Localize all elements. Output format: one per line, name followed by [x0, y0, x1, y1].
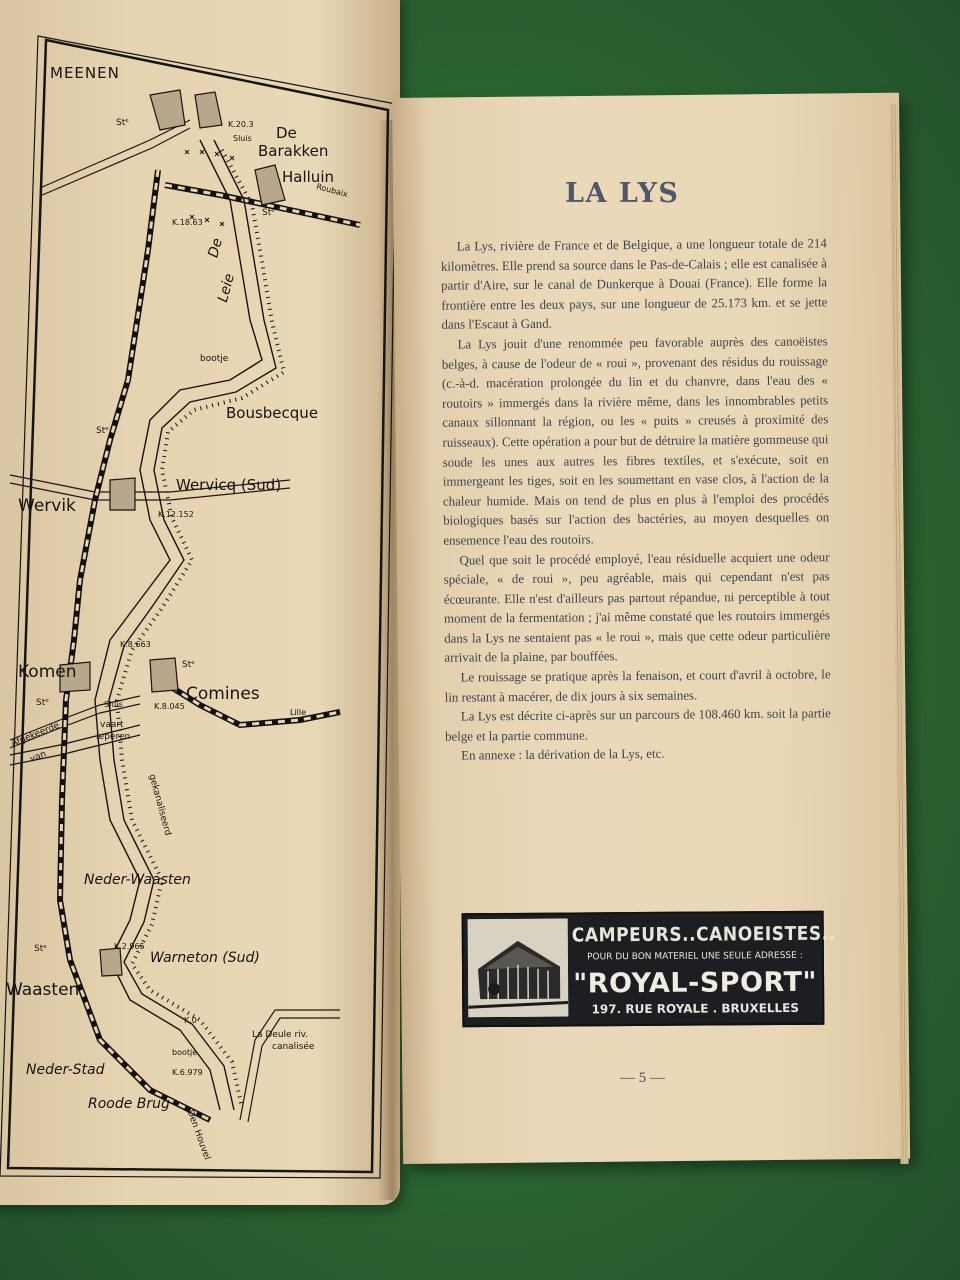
label-lille: Lille	[290, 708, 307, 717]
label-km: K.6.979	[172, 1068, 203, 1077]
label-comines: Comines	[186, 684, 260, 704]
label-vaart: vaart	[100, 720, 124, 730]
label-neder-waasten: Neder-Waasten	[84, 872, 191, 888]
label-station: Stᵉ	[262, 208, 275, 218]
label-km: K.2.965	[114, 942, 145, 951]
label-km: K.20.3	[228, 120, 254, 129]
label-komen: Komen	[18, 662, 77, 682]
label-station: Stᵉ	[34, 944, 47, 954]
label-km: K.0	[184, 1016, 197, 1025]
label-km: K.12.152	[158, 510, 194, 519]
paragraph: La Lys est décrite ci-après sur un parcours de 108.460 km. soit la partie belge et la partie commune.	[444, 706, 831, 744]
label-wervik: Wervik	[18, 496, 76, 516]
label-km: K.8.663	[120, 640, 151, 649]
paragraph: La Lys jouit d'une renommée peu favorable auprès des canoëistes belges, à cause de l'odeur de « roui », provenant des résidus du rouissage (c.-à-d. macération prolongée du lin et du chanvre, dans l'eau des « routoirs » immergés dans la rivière même, dans les innombrables petits canaux sillonnant la région, ou les « puits » creusés à proximité des ruisseaux). Cette opération a pour but de détruire la matière gommeuse qui soude les unes aux autres les fibres textiles, et s'exécute, soit en immergeant les tiges, soit en les soumettant en vase clos, à l'action de la chaleur humide. Mais on tend de plus en plus à l'emploi des procédés biologiques basés sur l'action des bactéries, au moyen desquelles on ensemence l'eau des routoirs.	[441, 334, 830, 548]
label-waasten: Waasten	[6, 980, 80, 1000]
paragraph: La Lys, rivière de France et de Belgique, a une longueur totale de 214 kilomètres. Elle prend sa source dans le Pas-de-Calais ; elle est canalisée à partir d'Aire, sur le canal de Dunkerque à Douai (France). Elle forme la frontière entre les deux pays, sur une longueur de 25.173 km. et se jette dans l'Escaut à Gand.	[440, 236, 828, 333]
paragraph: En annexe : la dérivation de la Lys, etc.	[461, 747, 665, 763]
ad-address: 197. RUE ROYALE . BRUXELLES	[591, 1000, 800, 1017]
label-de: De	[276, 124, 297, 142]
label-meenen: MEENEN	[50, 64, 120, 82]
ad-subline: POUR DU BON MATERIEL UNE SEULE ADRESSE :	[587, 950, 803, 963]
label-van: van	[28, 749, 48, 765]
tent-icon	[468, 919, 569, 1018]
label-station: Stᵉ	[182, 660, 195, 670]
advertisement	[462, 911, 836, 1028]
label-km: K.18.63	[172, 218, 203, 227]
label-sluis: Sluis	[233, 134, 252, 143]
label-wervicq: Wervicq (Sud)	[176, 476, 282, 494]
label-bootje: bootje	[172, 1048, 198, 1057]
label-gekanaliseerd: gekanaliseerd	[146, 773, 173, 837]
label-de-leie: Leie	[214, 271, 238, 305]
paragraph: Le rouissage se pratique après la fenaison, et court d'avril à octobre, le lin restant à macérer, de dix jours à six semaines.	[444, 667, 831, 705]
roads	[10, 120, 340, 1122]
river-map	[0, 0, 400, 1200]
label-km: K.8.045	[154, 702, 185, 711]
label-de-leie: De	[205, 236, 226, 260]
label-barakken: Barakken	[258, 142, 329, 160]
label-bootje: bootje	[200, 354, 229, 364]
railways	[60, 170, 360, 1120]
label-roode-brug: Roode Brug	[88, 1096, 170, 1112]
label-ieperen: Ieperen	[96, 732, 131, 742]
label-station: Stᵉ	[36, 698, 49, 708]
label-afgekeerde: Afgekeerde	[9, 720, 62, 750]
label-canalisee: canalisée	[272, 1042, 315, 1052]
ad-brand: "ROYAL-SPORT"	[573, 966, 818, 1000]
label-bousbecque: Bousbecque	[226, 404, 319, 422]
label-sluis: Sluis	[104, 700, 123, 709]
page-title: LA LYS	[565, 178, 680, 209]
paragraph: Quel que soit le procédé employé, l'eau résiduelle acquiert une odeur spéciale, « de roui », peu agréable, mais qui cependant n'est pas écœurante. Elle n'est d'ailleurs pas partout répandue, ni perceptible à tout moment de la fermentation ; j'ai même constaté que les routoirs immergés dans la Lys ne sentaient pas « le roui », mais que cette odeur particulière arrivait de la plaine, par bouffées.	[443, 549, 831, 666]
label-den-houvel: Den Houvel	[184, 1108, 212, 1162]
label-station: Stᵉ	[96, 426, 109, 436]
label-halluin: Halluin	[282, 168, 334, 186]
tent-illustration	[468, 919, 569, 1018]
label-warneton: Warneton (Sud)	[150, 950, 260, 966]
map-border	[8, 40, 388, 1172]
label-roubaix: Roubaix	[315, 181, 349, 200]
label-neder-stad: Neder-Stad	[26, 1062, 105, 1078]
article-body	[441, 234, 832, 766]
ad-headline: CAMPEURS..CANOEISTES..	[571, 922, 836, 947]
page-number: — 5 —	[620, 1070, 665, 1086]
label-deule: La Deule riv.	[252, 1030, 309, 1040]
label-station: Stᵉ	[116, 118, 129, 128]
